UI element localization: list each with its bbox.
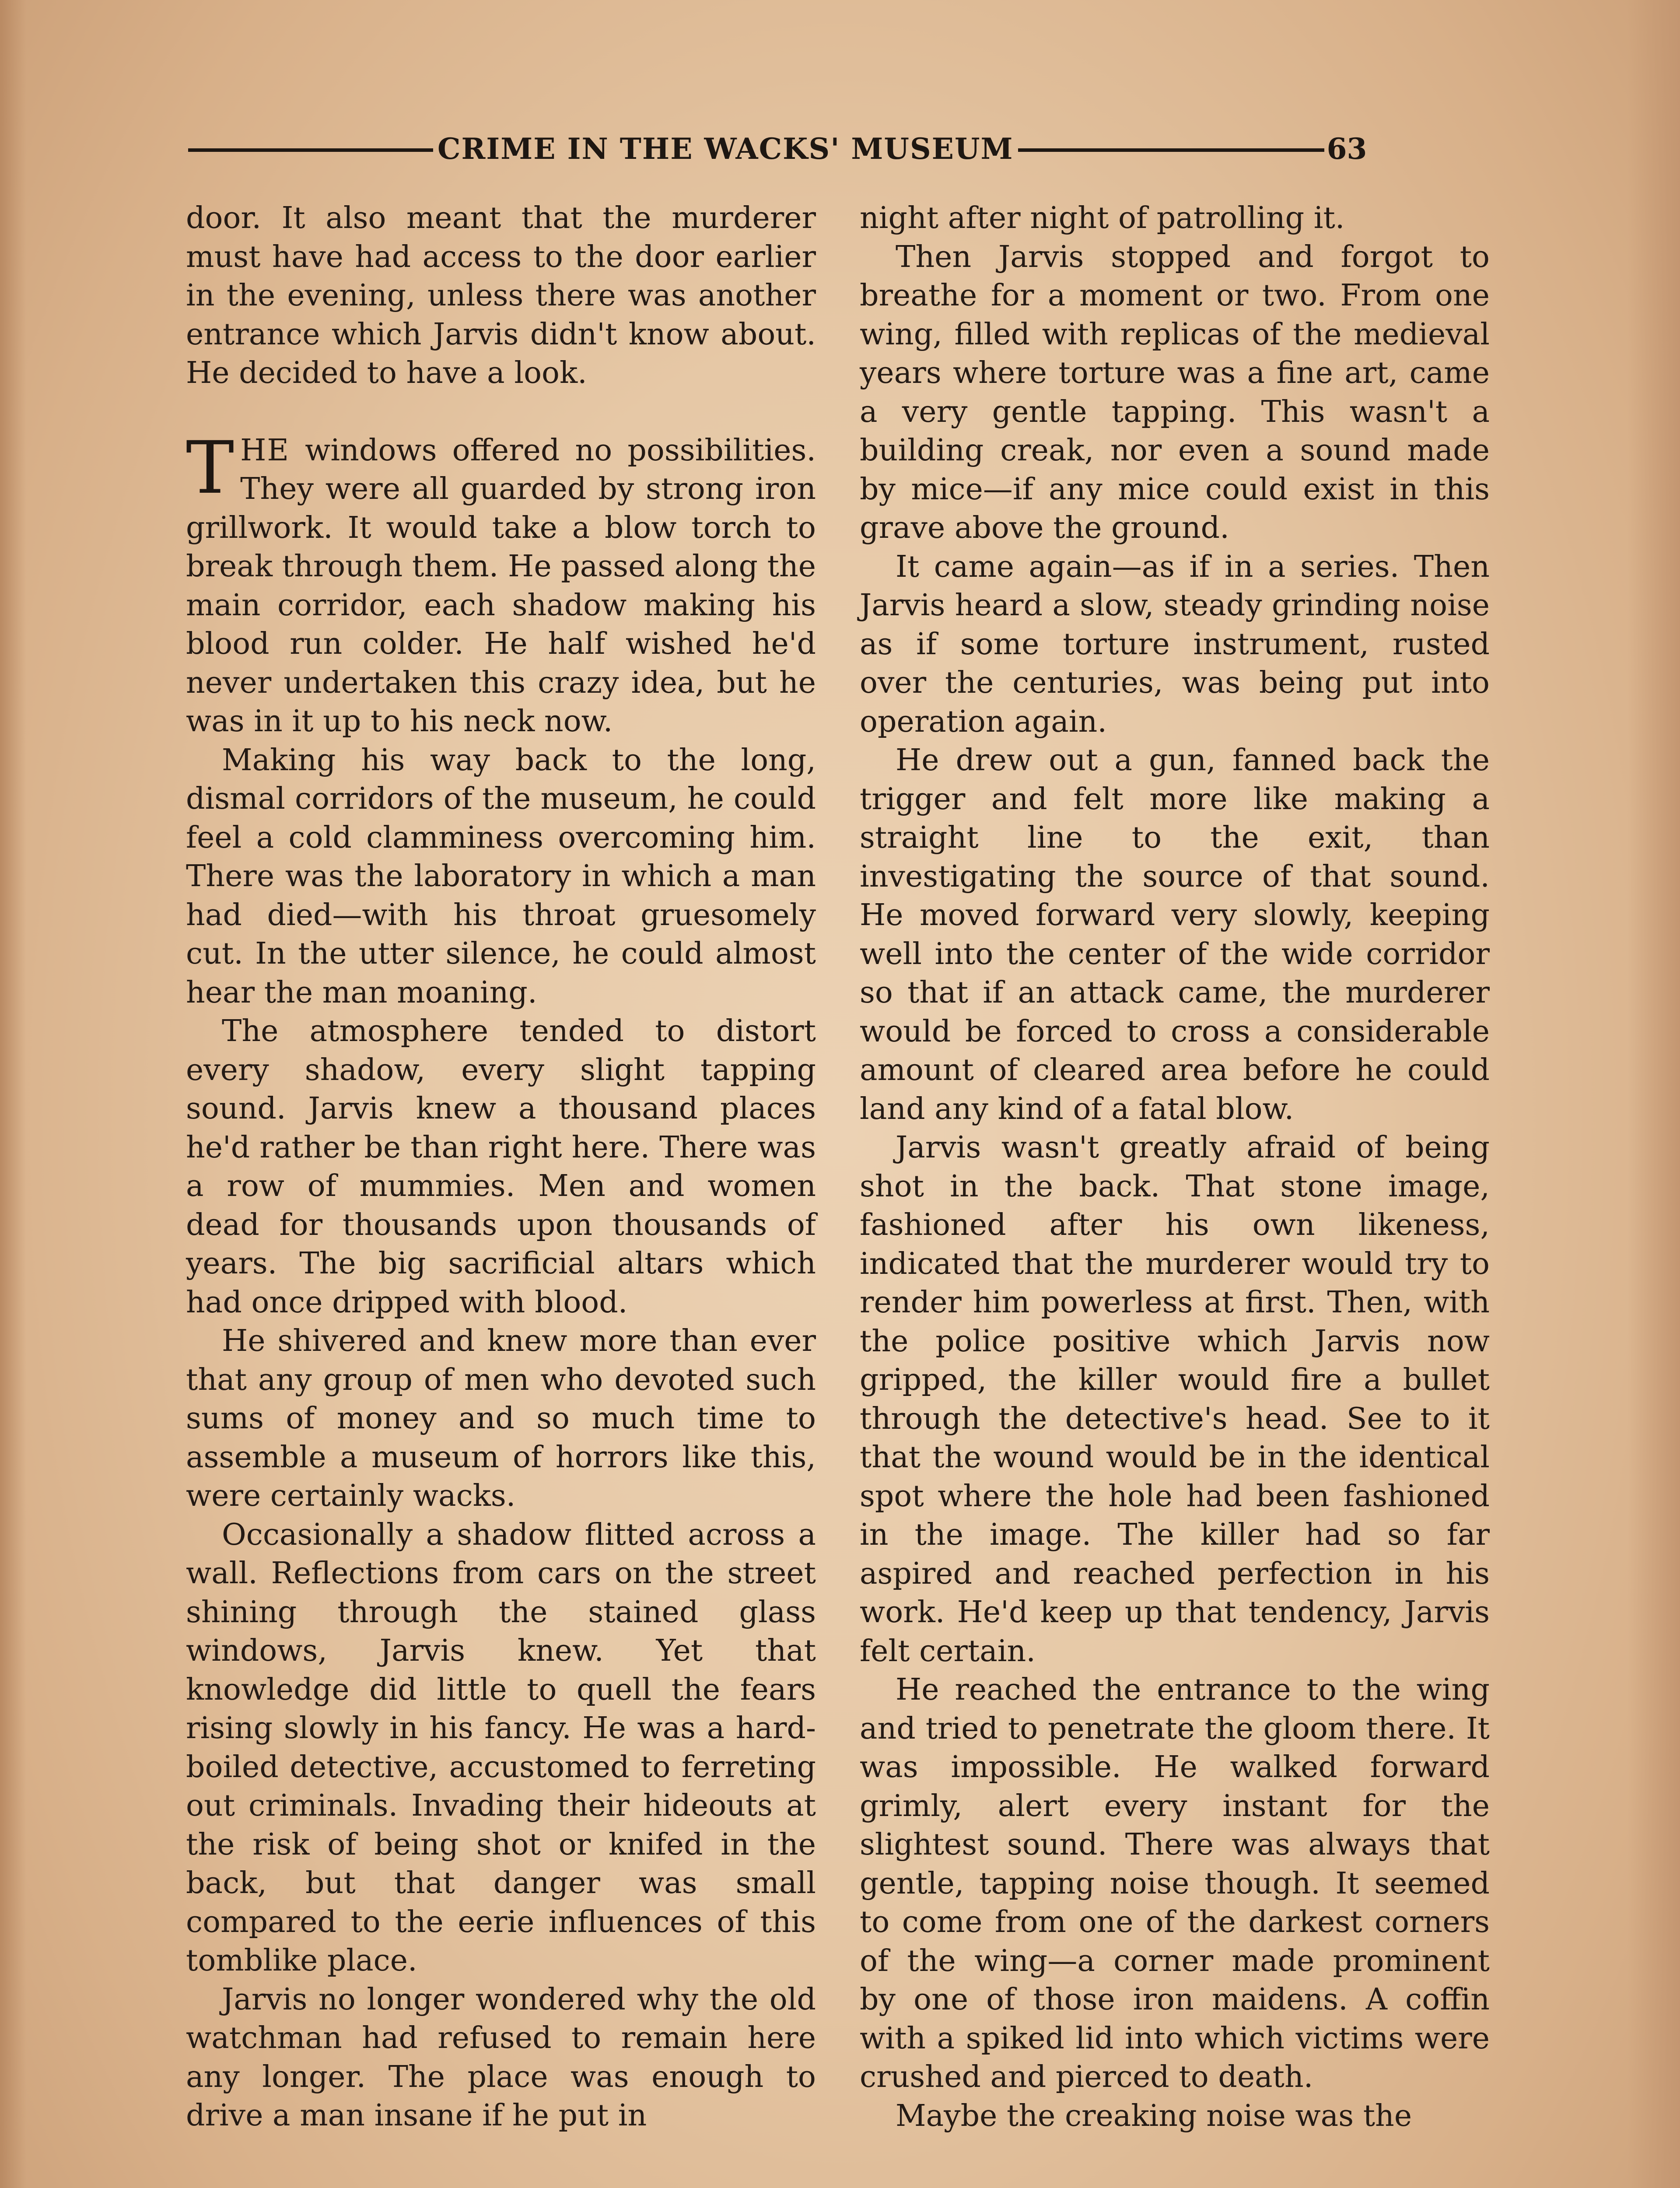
running-title: CRIME IN THE WACKS' MUSEUM <box>438 132 1014 166</box>
paragraph: Making his way back to the long, dismal corridors of the museum, he could feel a cold clamminess overcoming him. There was the laboratory in which a man had died—with his throat gruesomely cut. In the utter silence, he could almost hear the man moaning. <box>186 743 816 1010</box>
paragraph: It came again—as if in a series. Then Jarvis heard a slow, steady grinding noise as if some torture instrument, rusted over the centuries, was being put into operation again. <box>860 549 1490 739</box>
header-rule-left <box>188 148 433 152</box>
paragraph: Jarvis wasn't greatly afraid of being shot in the back. That stone image, fashioned after his own likeness, indicated that the murderer would try to render him powerless at first. Then, with the police positive which Jarvis now gripped, the killer would fire a bullet through the detective's head. See to it that the wound would be in the identical spot where the hole had been fashioned in the image. The killer had so far aspired and reached perfection in his work. He'd keep up that tendency, Jarvis felt certain. <box>860 1130 1490 1669</box>
paragraph: Then Jarvis stopped and forgot to breathe for a moment or two. From one wing, filled with replicas of the medieval years where torture was a fine art, came a very gentle tapping. This wasn't a building creak, nor even a sound made by mice—if any mice could exist in this grave above the ground. <box>860 239 1490 545</box>
running-header <box>188 125 1492 173</box>
paragraph-text: windows offered no possibilities. They were all guarded by strong iron grillwork. It would take a blow torch to break through them. He passed along the main corridor, each shadow making his blood run colder. He half wished he'd never undertaken this crazy idea, but he was in it up to his neck now. <box>186 433 816 739</box>
lead-in-caps: HE <box>240 433 290 468</box>
paragraph-dropcap <box>186 425 816 741</box>
page-edge-shadow-left <box>0 0 26 2188</box>
page-number: 63 <box>1326 132 1367 166</box>
paragraph: He drew out a gun, fanned back the trigger and felt more like making a straight line to the exit, than investigating the source of that sound. He moved forward very slowly, keeping well into the center of the wide corridor so that if an attack came, the murderer would be forced to cross a considerable amount of cleared area before he could land any kind of a fatal blow. <box>860 743 1490 1126</box>
paragraph: The atmosphere tended to distort every shadow, every slight tapping sound. Jarvis knew a thousand places he'd rather be than right here. There was a row of mummies. Men and women dead for thousands upon thousands of years. The big sacrificial altars which had once dripped with blood. <box>186 1014 816 1320</box>
text-column-left <box>186 199 816 2135</box>
paragraph: night after night of patrolling it. <box>860 201 1345 235</box>
paragraph: Maybe the creaking noise was the <box>896 2098 1412 2133</box>
header-rule-right <box>1018 148 1324 152</box>
paragraph: Jarvis no longer wondered why the old watchman had refused to remain here any longer. The place was enough to drive a man insane if he put in <box>186 1982 816 2133</box>
drop-cap: T <box>186 425 234 510</box>
paragraph: door. It also meant that the murderer must have had access to the door earlier in the evening, unless there was another entrance which Jarvis didn't know about. He decided to have a look. <box>186 201 816 390</box>
paragraph: Occasionally a shadow flitted across a wall. Reflections from cars on the street shining through the stained glass windows, Jarvis knew. Yet that knowledge did little to quell the fears rising slowly in his fancy. He was a hard-boiled detective, accustomed to ferreting out criminals. Invading their hideouts at the risk of being shot or knifed in the back, but that danger was small compared to the eerie influences of this tomblike place. <box>186 1517 816 1978</box>
paragraph: He reached the entrance to the wing and tried to penetrate the gloom there. It was impossible. He walked forward grimly, alert every instant for the slightest sound. There was always that gentle, tapping noise though. It seemed to come from one of the darkest corners of the wing—a corner made prominent by one of those iron maidens. A coffin with a spiked lid into which victims were crushed and pierced to death. <box>860 1673 1490 2094</box>
page-edge-shadow-right <box>1628 0 1680 2188</box>
text-column-right <box>860 199 1490 2135</box>
paragraph: He shivered and knew more than ever that any group of men who devoted such sums of money and so much time to assemble a museum of horrors like this, were certainly wacks. <box>186 1324 816 1513</box>
